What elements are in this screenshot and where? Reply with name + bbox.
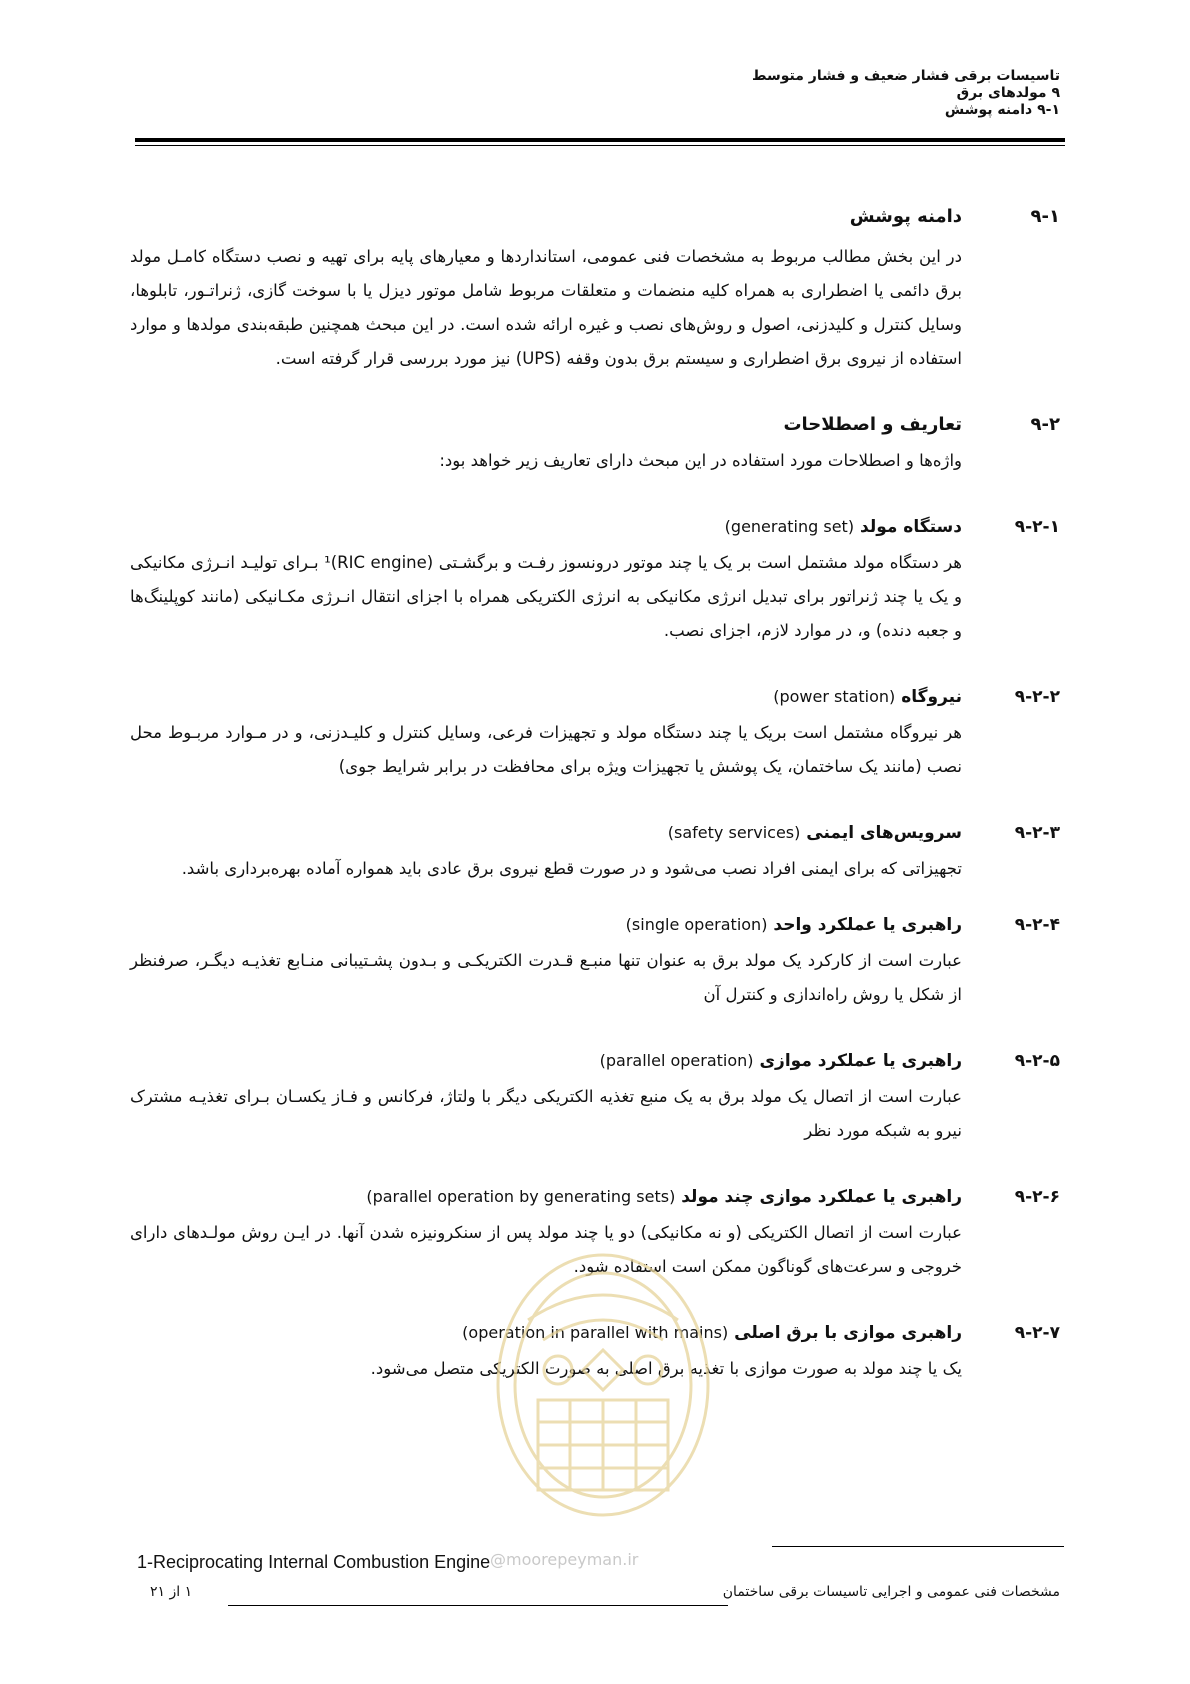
paragraph-text: عبارت است از اتصال الکتریکی (و نه مکانیکی) دو یا چند مولد پس از سنکرونیزه شدن آنها. در ایـن روش مولـدهای دارای خروجی و سرعت‌های گوناگون ممکن است استفاده شود.: [130, 1223, 962, 1276]
section-number: ۹-۲-۷: [1014, 1323, 1060, 1343]
title-fa: دستگاه مولد: [860, 517, 962, 537]
section-heading-9-2-4: [130, 910, 1060, 940]
section-heading-9-1: [130, 202, 1060, 232]
title-en: (parallel operation): [599, 1051, 754, 1070]
title-en: (safety services): [667, 823, 801, 842]
section-heading-9-2-2: [130, 682, 1060, 712]
section-heading-9-2: [130, 410, 1060, 440]
title-en: (operation in parallel with mains): [462, 1323, 729, 1342]
section-title: تعاریف و اصطلاحات: [783, 414, 962, 435]
header-book-title: تاسیسات برقی فشار ضعیف و فشار متوسط: [751, 68, 1060, 84]
watermark-seal-icon: [488, 1250, 718, 1540]
paragraph-text: هر دستگاه مولد مشتمل است بر یک یا چند موتور درونسوز رفـت و برگشـتی (RIC engine)¹ بـرای تولیـد انـرژی مکانیکی و یک یا چند ژنراتور برای تبدیل انرژی مکانیکی به انرژی الکتریکی همراه با اجزای انتقال انـرژی مکـانیکی (مانند کوپلینگ‌ها و جعبه دنده) و، در موارد لازم، اجزای نصب.: [130, 553, 962, 640]
footnote-rule: [772, 1546, 1064, 1547]
footnote: 1-Reciprocating Internal Combustion Engine: [137, 1552, 491, 1572]
page-number: ۱ از ۲۱: [150, 1584, 193, 1600]
footer-title: مشخصات فنی عمومی و اجرایی تاسیسات برقی ساختمان: [722, 1584, 1060, 1600]
header-section: ۹-۱ دامنه پوشش: [944, 102, 1060, 118]
title-en: (generating set): [724, 517, 855, 536]
section-paragraph-9-2: [130, 444, 962, 478]
section-title: [600, 1046, 962, 1076]
running-header: [130, 68, 1060, 119]
watermark-text: @moorepeyman.ir: [490, 1550, 639, 1569]
section-paragraph-9-1: [130, 240, 962, 376]
section-paragraph-9-2-2: [130, 716, 962, 784]
paragraph-text: عبارت است از کارکرد یک مولد برق به عنوان تنها منبـع قـدرت الکتریکـی و بـدون پشـتیبانی منـابع تغذیـه دیگـر، صرفنظر از شکل یا روش راه‌اندازی و کنترل آن: [130, 951, 962, 1004]
section-title: دامنه پوشش: [849, 206, 962, 227]
section-paragraph-9-2-1: [130, 546, 962, 648]
paragraph-text: واژه‌ها و اصطلاحات مورد استفاده در این مبحث دارای تعاریف زیر خواهد بود:: [439, 451, 962, 470]
section-heading-9-2-6: [130, 1182, 1060, 1212]
header-chapter: ۹ مولدهای برق: [956, 85, 1060, 101]
section-paragraph-9-2-4: [130, 944, 962, 1012]
section-title: [668, 818, 962, 848]
section-heading-9-2-3: [130, 818, 1060, 848]
section-number: ۹-۲-۲: [1014, 687, 1060, 707]
paragraph-text: در این بخش مطالب مربوط به مشخصات فنی عمومی، استانداردها و معیارهای پایه برای تهیه و نصب دستگاه کامـل مولد برق دائمی یا اضطراری به همراه کلیه منضمات و متعلقات مربوط شامل موتور دیزل یا با سوخت گازی، ژنراتـور، تابلوها، وسایل کنترل و کلیدزنی، اصول و روش‌های نصب و غیره ارائه شده است. در این مبحث همچنین طبقه‌بندی مولدها و موارد استفاده از نیروی برق اضطراری و سیستم برق بدون وقفه (UPS) نیز مورد بررسی قرار گرفته است.: [130, 247, 962, 368]
paragraph-text: هر نیروگاه مشتمل است بریک یا چند دستگاه مولد و تجهیزات فرعی، وسایل کنترل و کلیـدزنی، و در مـوارد مربـوط محل نصب (مانند یک ساختمان، یک پوشش یا تجهیزات ویژه برای محافظت در برابر شرایط جوی): [130, 723, 962, 776]
paragraph-text: تجهیزاتی که برای ایمنی افراد نصب می‌شود و در صورت قطع نیروی برق عادی باید همواره آماده بهره‌برداری باشد.: [181, 859, 962, 878]
section-number: ۹-۲-۶: [1014, 1187, 1060, 1207]
section-number: ۹-۲-۳: [1014, 823, 1060, 843]
footer-rule: [228, 1605, 728, 1606]
section-heading-9-2-1: [130, 512, 1060, 542]
title-fa: راهبری یا عملکرد موازی چند مولد: [681, 1187, 962, 1207]
title-fa: نیروگاه: [901, 687, 962, 707]
paragraph-text: یک یا چند مولد به صورت موازی با تغذیه برق اصلی به صورت الکتریکی متصل می‌شود.: [370, 1359, 962, 1378]
header-rule-thick: [135, 138, 1065, 142]
title-fa: راهبری موازی با برق اصلی: [734, 1323, 962, 1343]
section-paragraph-9-2-3: [130, 852, 962, 886]
header-rule-thin: [135, 145, 1065, 146]
title-fa: سرویس‌های ایمنی: [806, 823, 962, 843]
section-title: [773, 682, 962, 712]
section-number: ۹-۲-۵: [1014, 1051, 1060, 1071]
section-number: ۹-۲-۱: [1014, 517, 1060, 537]
section-title: [626, 910, 962, 940]
section-number: ۹-۲-۴: [1014, 915, 1060, 935]
section-paragraph-9-2-5: [130, 1080, 962, 1148]
section-title: [725, 512, 962, 542]
title-fa: راهبری یا عملکرد موازی: [759, 1051, 962, 1071]
title-en: (parallel operation by generating sets): [366, 1187, 676, 1206]
section-title: [366, 1182, 962, 1212]
paragraph-text: عبارت است از اتصال یک مولد برق به یک منبع تغذیه الکتریکی دیگر با ولتاژ، فرکانس و فـاز یکسـان بـرای تغذیـه مشترک نیرو به شبکه مورد نظر: [130, 1087, 962, 1140]
title-en: (power station): [773, 687, 896, 706]
section-heading-9-2-5: [130, 1046, 1060, 1076]
title-en: (single operation): [625, 915, 768, 934]
section-number: ۹-۲: [1030, 414, 1060, 435]
title-fa: راهبری یا عملکرد واحد: [773, 915, 962, 935]
section-number: ۹-۱: [1030, 206, 1060, 227]
